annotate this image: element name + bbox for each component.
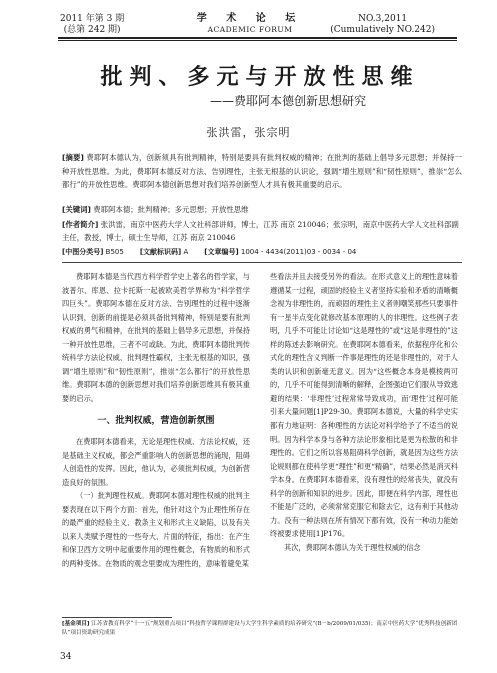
- intro-paragraph: 费耶阿本德是当代西方科学哲学史上著名的哲学家，与波普尔、库恩、拉卡托斯一起被欧美哲学界称为“科学哲学四巨头”。费耶阿本德在反对方法、告别理性的过程中逐渐认识到，创新的前提是必须具备批判精神，特别是要有批判权威的勇气和精神，在批判的基础上倡导多元思想，并保持一种开放性思维，三者不可或缺。为此，费耶阿本德批判传统科学方法论权威、批判理性霸权，主张无根基的知识，强调“增生原则”和“韧性原则”，推崇“怎么都行”的开放性思维。费耶阿本德的创新思想对我们培养创新思维具有极其重要的启示。: [62, 272, 250, 403]
- issue-cumulative: (Cumulatively NO.242): [330, 25, 435, 35]
- clc-value: B505: [105, 248, 124, 256]
- section-heading: 一、批判权威，营造创新氛围: [97, 416, 215, 427]
- keywords-text: 费耶阿本德；批判精神；多元思想；开放性思维: [93, 205, 249, 214]
- doc-label: [文献标识码]: [139, 248, 182, 256]
- keywords: [62, 203, 462, 216]
- footnote-text: 江苏省教育科学“十一五”规划重点项目“科技哲学课程群建设与大学生科学素质的培养研究”(B－b/2009/01/035)；南京中医药大学“优秀科技创新团队”项目资助研究成果: [62, 621, 458, 636]
- issue-number-line: NO.3,2011: [358, 14, 408, 24]
- footnote-label: [基金项目]: [62, 621, 90, 627]
- classification-line: [62, 246, 462, 259]
- affiliation-label: [作者简介]: [62, 220, 99, 229]
- keywords-label: [关键词]: [62, 205, 91, 214]
- clc-code: [62, 246, 124, 259]
- id-label: [文章编号]: [204, 248, 239, 256]
- header-rule: [58, 37, 457, 39]
- article-id: [204, 246, 356, 259]
- section-paragraph: 在费耶阿本德看来，无论是理性权威、方法论权威，还是基础主义权威，都会严重影响人的创新思想的涌现，阻碍人创造性的发挥。因此，他认为，必须批判权威，为创新营造良好的氛围。: [62, 437, 250, 487]
- doc-value: A: [183, 248, 189, 256]
- article-authors: 张洪雷，张宗明: [206, 126, 291, 139]
- body-column-right: [270, 270, 458, 554]
- subsection-paragraph: （一）批判理性权威。费耶阿本德对理性权威的批判主要表现在以下两个方面：首先，他针对这个为止理性所存在的最严重的经验主义、教条主义和形式主义缺陷，以及有关以来人类赋予理性的一些夸大、片面的特征，指出：在产生和保卫西方文明中起重要作用的理性概念，有物质的和形式的两种变体。在物质的观念里要成为理性的，意味着避免某: [62, 491, 250, 568]
- affiliation-text: 张洪雷，南京中医药大学人文社科部讲师，博士，江苏 南京 210046；张宗明，南京中医药大学人文社科部副主任，教授，博士，硕士生导师，江苏 南京 210046: [62, 220, 459, 242]
- continued-paragraph: 些看法并且去接受另外的看法。在形式意义上的理性意味着遵循某一过程，顽固的经验主义者坚持实验和矛盾的清晰概念视为非理性的，而顽固的理性主义者则嘲笑那些只要事件有一星半点变化就修改基本原理的人的非理性。这些例子表明，几乎不可能让讨论如“这是理性的”或“这是非理性的”这样的陈述去影响研究。在费耶阿本德看来，依据程序化和公式化的理性含义判断一件事是理性的还是非理性的，对于人类的认识和创新毫无意义。因为“这些概念本身是模棱两可的，几乎不可能得到清晰的解释，企图强迫它们服从导致逃避的结果：‘非理性’过程常常导致成功，而‘理性’过程可能引来大量问题[1]P29-30。费耶阿本德说，大量的科学史实都有力地证明：各种理性的方法论对科学给予了不适当的说明。因为科学本身与各种方法论形象相比是更为松散的和非理性的。它们之所以容易阻碍科学创新，就是因为这些方法论规则都在使科学更“理性”和更“精确”，结果必然是消灭科学本身。在费耶阿本德看来，没有理性的经常丧失，就没有科学的创新和知识的进步。因此，即便在科学内部，理性也不能是广泛的，必须常常克服它和除去它，这有利于其他动力。没有一种法则在所有情况下都有效，没有一种动力能始终被要求使用[1]P176。: [270, 272, 458, 539]
- abstract-label: [摘要]: [62, 153, 84, 162]
- abstract-divider: [62, 262, 462, 263]
- article-subtitle: ——费耶阿本德创新思想研究: [210, 94, 367, 108]
- clc-label: [中图分类号]: [62, 248, 104, 256]
- id-value: 1004 - 4434(2011)03 - 0034 - 04: [240, 248, 357, 256]
- footnote-rule: [62, 617, 172, 618]
- journal-name: [185, 13, 315, 34]
- funding-footnote: [62, 620, 462, 638]
- abstract: [62, 151, 462, 192]
- article-title: 批判、多元与开放性思维: [100, 65, 420, 90]
- journal-name-cn: 学 术 论 坛: [196, 13, 304, 24]
- issue-total: (总第 242 期): [63, 25, 121, 35]
- next-paragraph: 其次，费耶阿本德认为关于理性权威的信念: [284, 542, 421, 552]
- page-number: 34: [60, 652, 72, 662]
- body-column-left: [62, 270, 250, 570]
- abstract-text: 费耶阿本德认为，创新须具有批判精神，特别是要具有批判权威的精神；在批判的基础上倡导多元思想；并保持一种开放性思维。为此，费耶阿本德反对方法、告别理性，主张无根基的认识论，强调“增生原则”和“韧性原则”，推崇“怎么都行”的开放性思维。费耶阿本德创新思想对我们培养创新型人才具有极其重要的启示。: [62, 153, 462, 190]
- issue-year: 2011 年第 3 期: [60, 14, 125, 24]
- author-affiliation: [62, 218, 462, 244]
- header-rule-thin: [58, 40, 457, 41]
- journal-name-en: ACADEMIC FORUM: [207, 25, 293, 34]
- issue-number: [330, 14, 435, 36]
- document-code: [140, 246, 188, 259]
- issue-info: [60, 14, 124, 36]
